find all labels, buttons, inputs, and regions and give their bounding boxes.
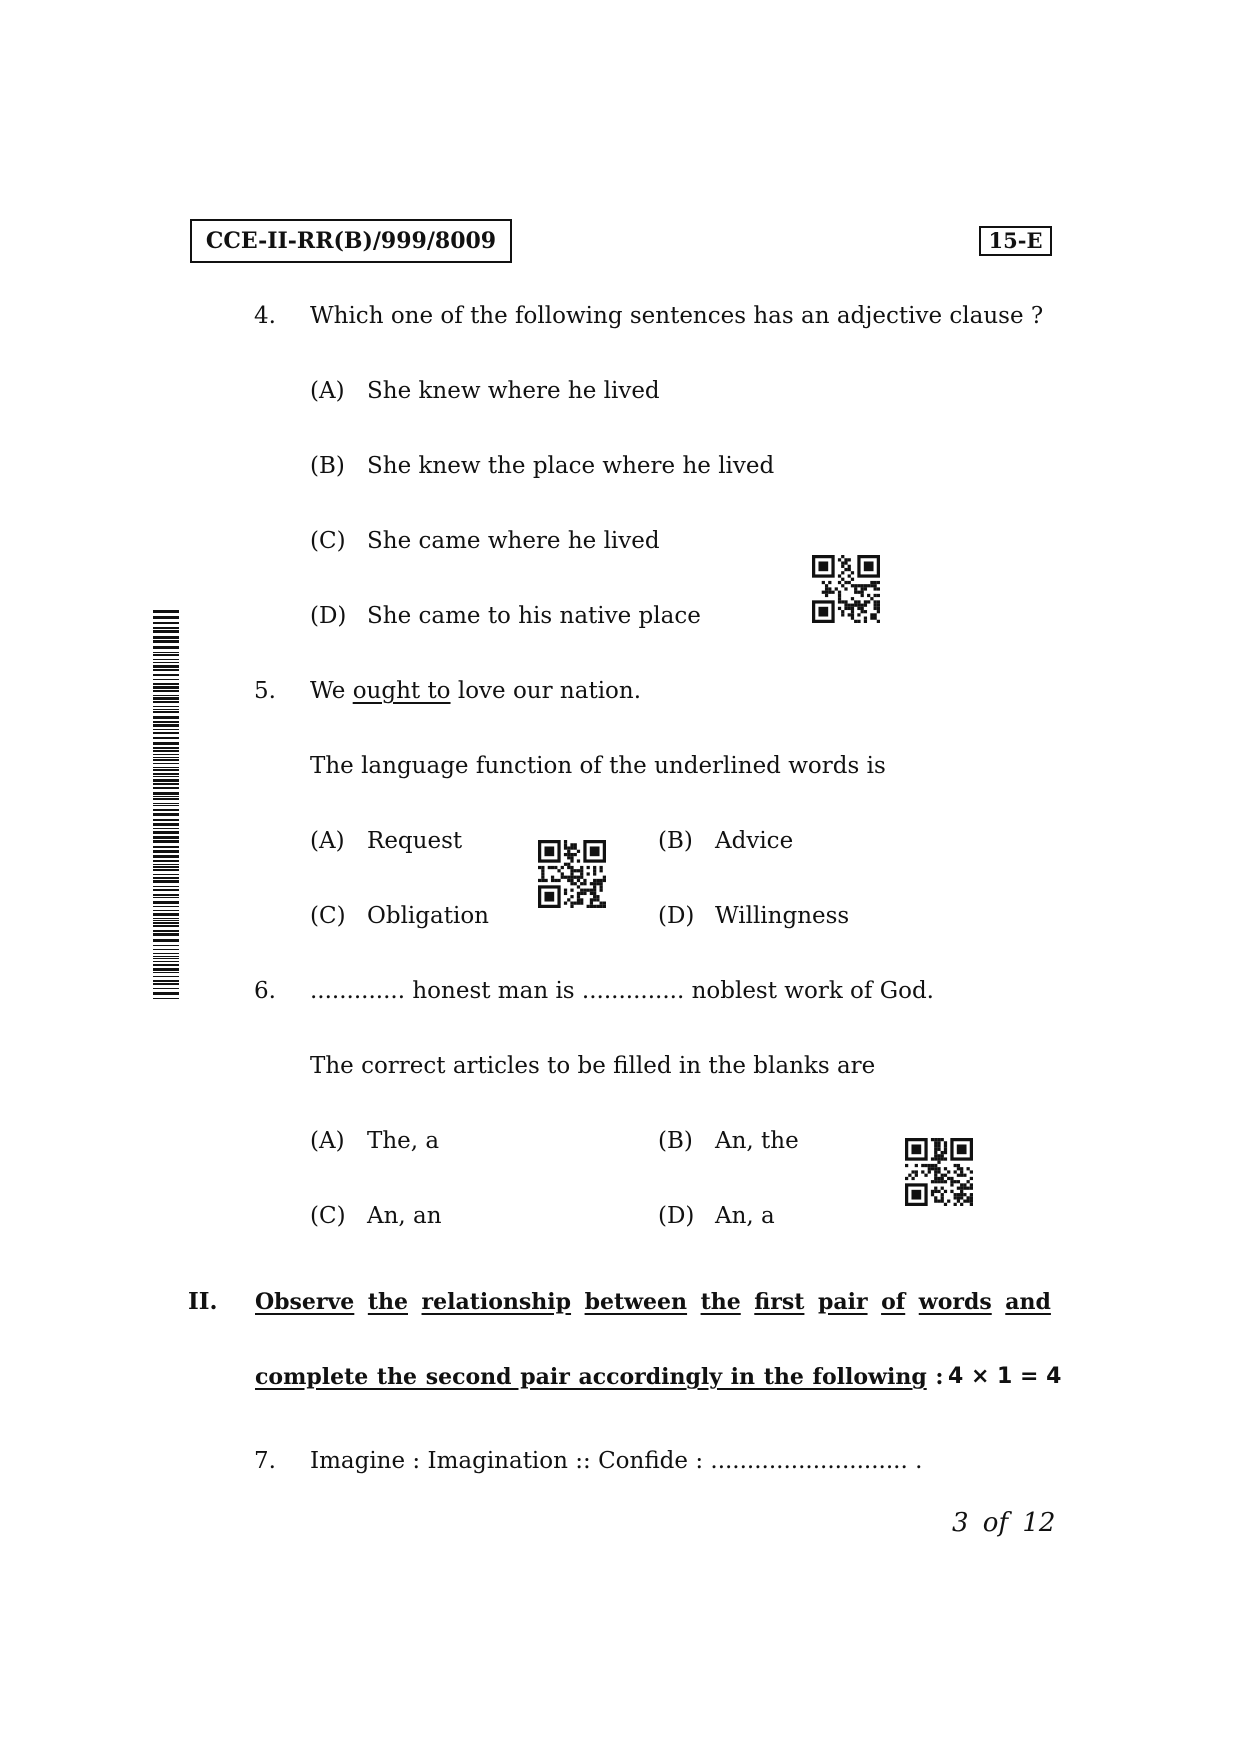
page-indicator: 3 of 12 [952, 1508, 1056, 1538]
question-6-sub-stem: The correct articles to be filled in the blanks are [310, 1053, 876, 1079]
q5-option-a-label: (A) [310, 828, 345, 854]
q4-option-b-text: She knew the place where he lived [367, 453, 775, 479]
q6-option-d-label: (D) [658, 1203, 695, 1229]
q6-option-c-label: (C) [310, 1203, 346, 1229]
question-4-stem: Which one of the following sentences has an adjective clause ? [310, 303, 1044, 329]
question-7-number: 7. [254, 1448, 276, 1474]
set-code: 15-E [979, 226, 1052, 256]
q4-option-b-label: (B) [310, 453, 345, 479]
section-instruction-colon: : [935, 1364, 944, 1390]
q4-option-a-label: (A) [310, 378, 345, 404]
section-marks: 4 × 1 = 4 [948, 1364, 1062, 1389]
q4-option-a-text: She knew where he lived [367, 378, 660, 404]
q6-option-b-text: An, the [715, 1128, 799, 1154]
section-instruction-word: the [367, 1289, 408, 1315]
section-instruction-word: between [584, 1289, 688, 1315]
q5-stem-underlined: ought to [352, 678, 451, 704]
q4-option-d-label: (D) [310, 603, 347, 629]
section-instruction-line-2 [255, 1362, 944, 1392]
qr-code-2 [538, 840, 606, 908]
section-instruction-word: first [754, 1289, 805, 1315]
question-4-number: 4. [254, 303, 276, 329]
q6-option-d-text: An, a [715, 1203, 775, 1229]
question-5-stem [310, 676, 641, 706]
question-6-stem: ............. honest man is .............. noblest work of God. [310, 978, 934, 1004]
q5-option-d-text: Willingness [715, 903, 850, 929]
qr-code-1 [812, 555, 880, 623]
section-instruction-word: Observe [255, 1289, 355, 1315]
q6-option-c-text: An, an [367, 1203, 442, 1229]
q4-option-c-label: (C) [310, 528, 346, 554]
q6-option-b-label: (B) [658, 1128, 693, 1154]
q5-option-a-text: Request [367, 828, 463, 854]
q6-option-a-label: (A) [310, 1128, 345, 1154]
question-6-number: 6. [254, 978, 276, 1004]
question-5-sub-stem: The language function of the underlined words is [310, 753, 886, 779]
q5-stem-after: love our nation. [450, 678, 642, 704]
question-7-stem: Imagine : Imagination :: Confide : ........................... . [310, 1448, 923, 1474]
section-instruction-word: and [1005, 1289, 1051, 1315]
section-instruction-line-1 [255, 1287, 1051, 1317]
q4-option-d-text: She came to his native place [367, 603, 701, 629]
section-instruction-word: the [700, 1289, 741, 1315]
section-instruction-word: relationship [421, 1289, 572, 1315]
section-instruction-line-2-text: complete the second pair accordingly in the following [255, 1364, 927, 1390]
barcode-graphic [153, 610, 179, 1000]
section-instruction-word: of [881, 1289, 906, 1315]
paper-code: CCE-II-RR(B)/999/8009 [190, 219, 512, 263]
section-instruction-word: words [918, 1289, 992, 1315]
q5-option-c-label: (C) [310, 903, 346, 929]
qr-code-3 [905, 1138, 973, 1206]
q4-option-c-text: She came where he lived [367, 528, 660, 554]
section-instruction-word: pair [817, 1289, 868, 1315]
question-5-number: 5. [254, 678, 276, 704]
q5-option-b-text: Advice [715, 828, 794, 854]
q5-option-c-text: Obligation [367, 903, 489, 929]
q5-option-d-label: (D) [658, 903, 695, 929]
q6-option-a-text: The, a [367, 1128, 440, 1154]
q5-option-b-label: (B) [658, 828, 693, 854]
q5-stem-before: We [310, 678, 353, 704]
section-number: II. [188, 1288, 218, 1315]
